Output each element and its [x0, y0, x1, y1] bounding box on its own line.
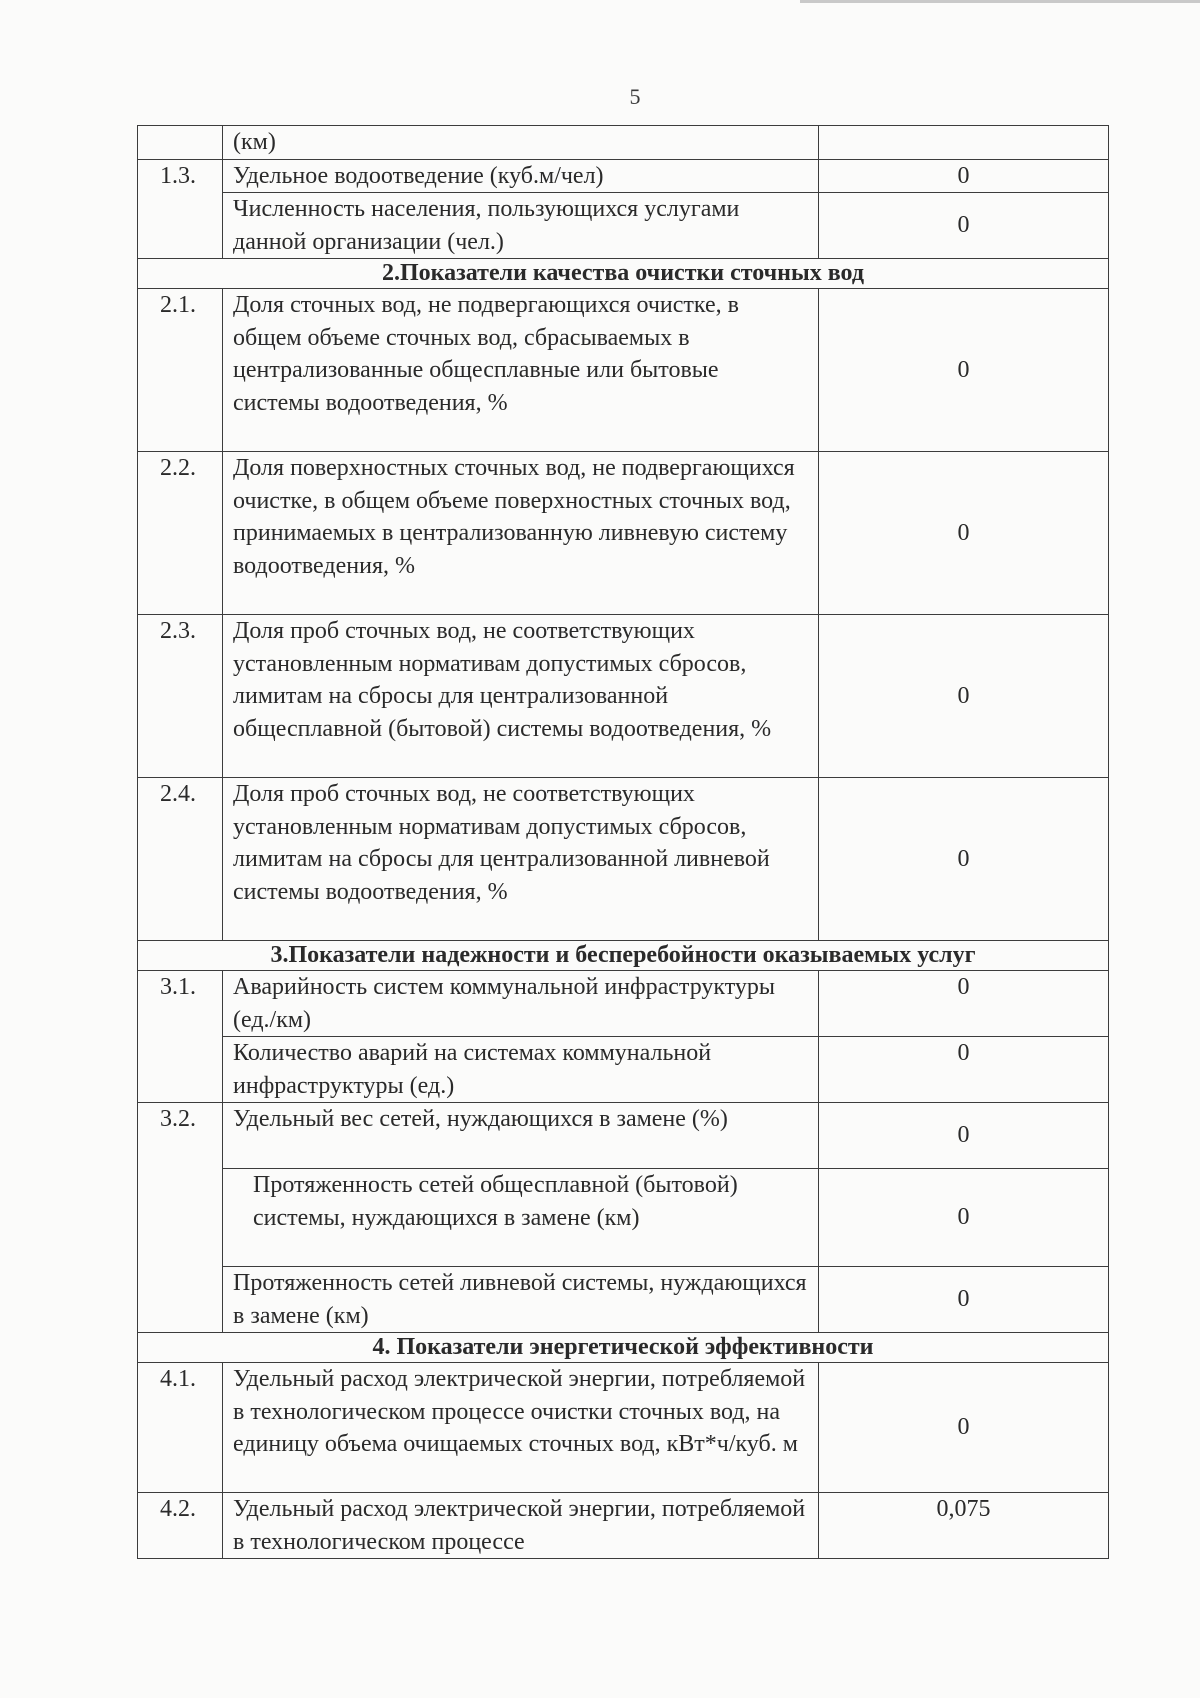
indicator-value: 0 — [819, 159, 1109, 193]
table-row — [138, 193, 1109, 259]
indicator-text: Доля проб сточных вод, не соответствующих установленным нормативам допустимых сбросов, лимитам на сбросы для централизованной ливневой системы водоотведения, % — [223, 778, 819, 941]
indicator-value: 0 — [819, 193, 1109, 259]
indicator-text: Удельный вес сетей, нуждающихся в замене (%) — [223, 1103, 819, 1169]
section-heading: 4. Показатели энергетической эффективности — [138, 1333, 1109, 1363]
table-row — [138, 1363, 1109, 1493]
indicator-value: 0 — [819, 1169, 1109, 1267]
table-row — [138, 778, 1109, 941]
table-row — [138, 1169, 1109, 1267]
indicator-text: Доля проб сточных вод, не соответствующих установленным нормативам допустимых сбросов, лимитам на сбросы для централизованной общесплавной (бытовой) системы водоотведения, % — [223, 615, 819, 778]
table-row — [138, 1037, 1109, 1103]
table-row — [138, 289, 1109, 452]
indicator-value: 0 — [819, 452, 1109, 615]
section-heading: 2.Показатели качества очистки сточных вод — [138, 259, 1109, 289]
indicator-value: 0 — [819, 1363, 1109, 1493]
row-number: 2.4. — [138, 778, 223, 941]
indicator-value: 0 — [819, 1103, 1109, 1169]
section-heading-row — [138, 1333, 1109, 1363]
indicator-text: Протяженность сетей ливневой системы, нуждающихся в замене (км) — [223, 1267, 819, 1333]
indicator-value: 0 — [819, 778, 1109, 941]
indicator-value: 0 — [819, 1267, 1109, 1333]
indicator-value: 0,075 — [819, 1493, 1109, 1559]
section-heading-row — [138, 941, 1109, 971]
indicator-text: Удельное водоотведение (куб.м/чел) — [223, 159, 819, 193]
row-number: 3.1. — [138, 971, 223, 1103]
row-number-cell — [138, 126, 223, 160]
row-number: 3.2. — [138, 1103, 223, 1333]
section-heading: 3.Показатели надежности и бесперебойности оказываемых услуг — [138, 941, 1109, 971]
indicator-value: 0 — [819, 1037, 1109, 1103]
indicator-text: Аварийность систем коммунальной инфраструктуры (ед./км) — [223, 971, 819, 1037]
indicator-text: Удельный расход электрической энергии, потребляемой в технологическом процессе очистки сточных вод, на единицу объема очищаемых сточных вод, кВт*ч/куб. м — [223, 1363, 819, 1493]
table-row — [138, 971, 1109, 1037]
indicator-value: 0 — [819, 615, 1109, 778]
table-row — [138, 615, 1109, 778]
indicator-text: (км) — [223, 126, 819, 160]
indicator-text: Протяженность сетей общесплавной (бытовой) системы, нуждающихся в замене (км) — [223, 1169, 819, 1267]
table-row — [138, 126, 1109, 160]
indicator-text: Доля поверхностных сточных вод, не подвергающихся очистке, в общем объеме поверхностных сточных вод, принимаемых в централизованную ливневую систему водоотведения, % — [223, 452, 819, 615]
indicator-value — [819, 126, 1109, 160]
indicator-text: Удельный расход электрической энергии, потребляемой в технологическом процессе — [223, 1493, 819, 1559]
table-row — [138, 1267, 1109, 1333]
indicator-text: Доля сточных вод, не подвергающихся очистке, в общем объеме сточных вод, сбрасываемых в централизованные общесплавные или бытовые системы водоотведения, % — [223, 289, 819, 452]
row-number: 4.1. — [138, 1363, 223, 1493]
scan-edge-line — [800, 0, 1200, 3]
indicator-value: 0 — [819, 289, 1109, 452]
indicators-table — [137, 125, 1109, 1559]
row-number: 2.2. — [138, 452, 223, 615]
row-number: 2.1. — [138, 289, 223, 452]
table-row — [138, 1493, 1109, 1559]
section-heading-row — [138, 259, 1109, 289]
table-row — [138, 1103, 1109, 1169]
row-number: 2.3. — [138, 615, 223, 778]
table-row — [138, 452, 1109, 615]
indicator-text: Численность населения, пользующихся услугами данной организации (чел.) — [223, 193, 819, 259]
indicator-value: 0 — [819, 971, 1109, 1037]
table-row — [138, 159, 1109, 193]
indicator-text: Количество аварий на системах коммунальной инфраструктуры (ед.) — [223, 1037, 819, 1103]
page-number: 5 — [629, 84, 641, 109]
row-number: 1.3. — [138, 159, 223, 259]
row-number: 4.2. — [138, 1493, 223, 1559]
